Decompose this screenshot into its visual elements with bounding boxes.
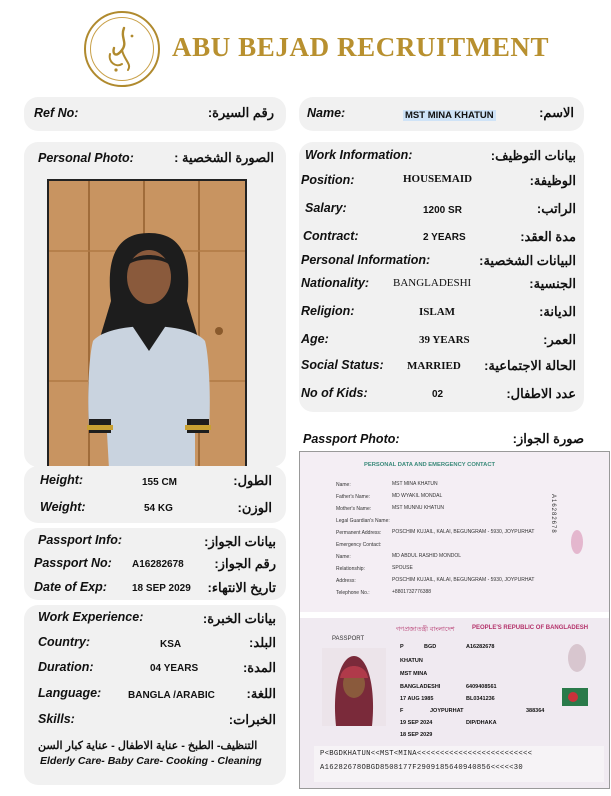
passport-field-row: [336, 494, 566, 505]
passport-field-label: Telephone No.:: [336, 590, 370, 596]
personal-info-title-en: Personal Information:: [301, 253, 431, 267]
passport-birthplace: JOYPURHAT: [430, 708, 464, 714]
salary-label-ar: الراتب:: [536, 201, 576, 216]
experience-title-en: Work Experience:: [38, 610, 144, 624]
religion-label-en: Religion:: [301, 304, 355, 318]
passport-info-panel: [24, 528, 286, 600]
abu-bejad-logo: [84, 11, 160, 87]
passport-doc-label: PASSPORT: [332, 636, 365, 642]
religion-value: ISLAM: [419, 306, 456, 318]
experience-panel: [24, 605, 286, 785]
nationality-label-en: Nationality:: [301, 276, 370, 290]
nationality-label-ar: الجنسية:: [529, 276, 576, 291]
name-panel: [299, 97, 584, 131]
age-value: 39 YEARS: [419, 334, 470, 346]
passport-field-list: [336, 482, 566, 607]
personal-photo-label-ar: الصورة الشخصية :: [174, 150, 274, 165]
contract-label-en: Contract:: [303, 229, 359, 243]
passport-info-title-ar: بيانات الجواز:: [204, 534, 276, 549]
bangladesh-flag-icon: [562, 688, 588, 710]
age-label-en: Age:: [301, 332, 329, 346]
passport-photo-label-ar: صورة الجواز:: [512, 431, 584, 446]
passport-number: A16282678: [466, 644, 495, 650]
passport-field-label: Name:: [336, 554, 351, 560]
duration-label-en: Duration:: [38, 660, 94, 674]
calligraphy-icon: [102, 24, 142, 74]
passport-issue-no: 388364: [526, 708, 545, 714]
passport-field-row: [336, 530, 566, 541]
passport-issue-date: 19 SEP 2024: [400, 720, 433, 726]
passport-ghost-emblem: [570, 528, 584, 556]
passport-photo: [322, 648, 386, 726]
passport-field-row: [336, 506, 566, 517]
passport-dob: 17 AUG 1985: [400, 696, 434, 702]
ref-label-en: Ref No:: [34, 106, 79, 120]
passport-field-value: MST MUNNU KHATUN: [392, 505, 445, 511]
passport-field-row: [336, 518, 566, 529]
contract-value: 2 YEARS: [423, 232, 466, 243]
height-value: 155 CM: [142, 477, 178, 488]
kids-label-en: No of Kids:: [301, 386, 368, 400]
skills-list-ar: التنظيف- الطبخ - عناية الاطفال - عناية كبار السن: [38, 740, 258, 752]
passport-ghost-photo: [566, 642, 588, 674]
position-value: HOUSEMAID: [403, 173, 473, 185]
passport-field-label: Mother's Name:: [336, 506, 372, 512]
passport-data-header: PERSONAL DATA AND EMERGENCY CONTACT: [364, 462, 496, 468]
company-name: ABU BEJAD RECRUITMENT: [172, 32, 550, 62]
passport-data-page: [300, 452, 610, 612]
passport-field-row: [336, 578, 566, 589]
country-value: KSA: [160, 639, 182, 650]
passport-field-value: POSCHIM KUJAIL, KALAI, BEGUNGRAM - 5930, JOYPURHAT: [392, 529, 535, 535]
position-label-ar: الوظيفة:: [529, 173, 576, 188]
social-status-label-en: Social Status:: [301, 358, 384, 372]
skills-label-ar: الخبرات:: [228, 712, 276, 727]
passport-field-value: POSCHIM KUJAIL, KALAI, BEGUNGRAM - 5930, JOYPURHAT: [392, 577, 535, 583]
social-status-value: MARRIED: [407, 360, 461, 372]
passport-no-label-ar: رقم الجواز:: [214, 556, 276, 571]
passport-no-value: A16282678: [132, 559, 184, 570]
passport-field-label: Emergency Contact:: [336, 542, 382, 548]
passport-prev-no: BL0341236: [466, 696, 495, 702]
passport-nationality: BANGLADESHI: [400, 684, 441, 690]
passport-country-en: PEOPLE'S REPUBLIC OF BANGLADESH: [472, 625, 589, 631]
logo-emblem: [90, 17, 154, 81]
passport-mrz: [314, 746, 604, 782]
ref-label-ar: رقم السيرة:: [207, 105, 274, 120]
name-label-ar: الاسم:: [539, 105, 574, 120]
weight-label-en: Weight:: [40, 500, 86, 514]
passport-field-value: MD ABDUL RASHID MONDOL: [392, 553, 461, 559]
contract-label-ar: مدة العقد:: [520, 229, 576, 244]
header: [0, 0, 611, 100]
passport-field-label: Permanent Address:: [336, 530, 382, 536]
duration-value: 04 YEARS: [150, 663, 199, 674]
skills-label-en: Skills:: [38, 712, 75, 726]
weight-label-ar: الوزن:: [237, 500, 272, 515]
experience-title-ar: بيانات الخبرة:: [202, 611, 276, 626]
mrz-line-2: A16282678OBGD8508177F2909185640940856<<<<<30: [320, 764, 523, 772]
salary-value: 1200 SR: [423, 205, 462, 216]
personal-info-title-ar: البيانات الشخصية:: [479, 253, 576, 268]
passport-side-number: A16282678: [550, 494, 556, 534]
personal-photo-label-en: Personal Photo:: [38, 151, 134, 165]
language-value: BANGLA /ARABIC: [128, 690, 215, 701]
passport-field-row: [336, 554, 566, 565]
passport-scan: [299, 451, 610, 789]
passport-code: BGD: [424, 644, 437, 650]
work-info-title-en: Work Information:: [305, 148, 413, 162]
age-label-ar: العمر:: [543, 332, 576, 347]
passport-field-row: [336, 566, 566, 577]
country-label-ar: البلد:: [249, 635, 276, 650]
body-panel: [24, 466, 286, 523]
passport-expiry: 18 SEP 2029: [400, 732, 433, 738]
work-info-title-ar: بيانات التوظيف:: [490, 148, 576, 163]
expiry-value: 18 SEP 2029: [132, 583, 191, 594]
kids-label-ar: عدد الاطفال:: [506, 386, 576, 401]
passport-type: P: [400, 644, 404, 650]
passport-field-label: Relationship:: [336, 566, 365, 572]
passport-field-label: Father's Name:: [336, 494, 371, 500]
passport-sex: F: [400, 708, 404, 714]
language-label-ar: اللغة:: [246, 686, 276, 701]
duration-label-ar: المدة:: [242, 660, 276, 675]
religion-label-ar: الديانة:: [539, 304, 576, 319]
personal-photo: [47, 179, 247, 471]
salary-label-en: Salary:: [305, 201, 347, 215]
position-label-en: Position:: [301, 173, 355, 187]
social-status-label-ar: الحالة الاجتماعية:: [484, 358, 576, 373]
skills-list-en: Elderly Care- Baby Care- Cooking - Cleaning: [40, 755, 262, 767]
passport-personal-no: 6409408561: [466, 684, 497, 690]
expiry-label-en: Date of Exp:: [34, 580, 107, 594]
passport-photo-label-en: Passport Photo:: [303, 432, 400, 446]
passport-no-label-en: Passport No:: [34, 556, 112, 570]
passport-field-label: Legal Guardian's Name:: [336, 518, 390, 524]
height-label-en: Height:: [40, 473, 84, 487]
mrz-line-1: P<BGDKHATUN<<MST<MINA<<<<<<<<<<<<<<<<<<<<<<<<<: [320, 750, 533, 758]
nationality-value: BANGLADESHI: [393, 277, 472, 289]
passport-surname: KHATUN: [400, 658, 423, 664]
passport-field-value: MST MINA KHATUN: [392, 481, 438, 487]
country-label-en: Country:: [38, 635, 91, 649]
passport-authority: DIP/DHAKA: [466, 720, 497, 726]
height-label-ar: الطول:: [233, 473, 272, 488]
passport-field-row: [336, 590, 566, 601]
passport-field-label: Name:: [336, 482, 351, 488]
passport-field-value: MD WYAKIL MONDAL: [392, 493, 443, 499]
language-label-en: Language:: [38, 686, 102, 700]
passport-field-row: [336, 482, 566, 493]
weight-value: 54 KG: [144, 503, 173, 514]
passport-field-label: Address:: [336, 578, 356, 584]
passport-field-value: +8801732776388: [392, 589, 432, 595]
kids-value: 02: [432, 389, 444, 400]
passport-info-title-en: Passport Info:: [38, 533, 123, 547]
name-label-en: Name:: [307, 106, 346, 120]
passport-field-row: [336, 542, 566, 553]
work-info-panel: [299, 142, 584, 412]
passport-country-bn: গণপ্রজাতন্ত্রী বাংলাদেশ: [396, 626, 455, 633]
ref-panel: [24, 97, 286, 131]
passport-id-page: [300, 618, 610, 788]
passport-given: MST MINA: [400, 671, 428, 677]
expiry-label-ar: تاريخ الانتهاء:: [207, 580, 276, 595]
worker-portrait: [49, 181, 245, 469]
name-value: MST MINA KHATUN: [405, 110, 494, 121]
passport-field-value: SPOUSE: [392, 565, 413, 571]
